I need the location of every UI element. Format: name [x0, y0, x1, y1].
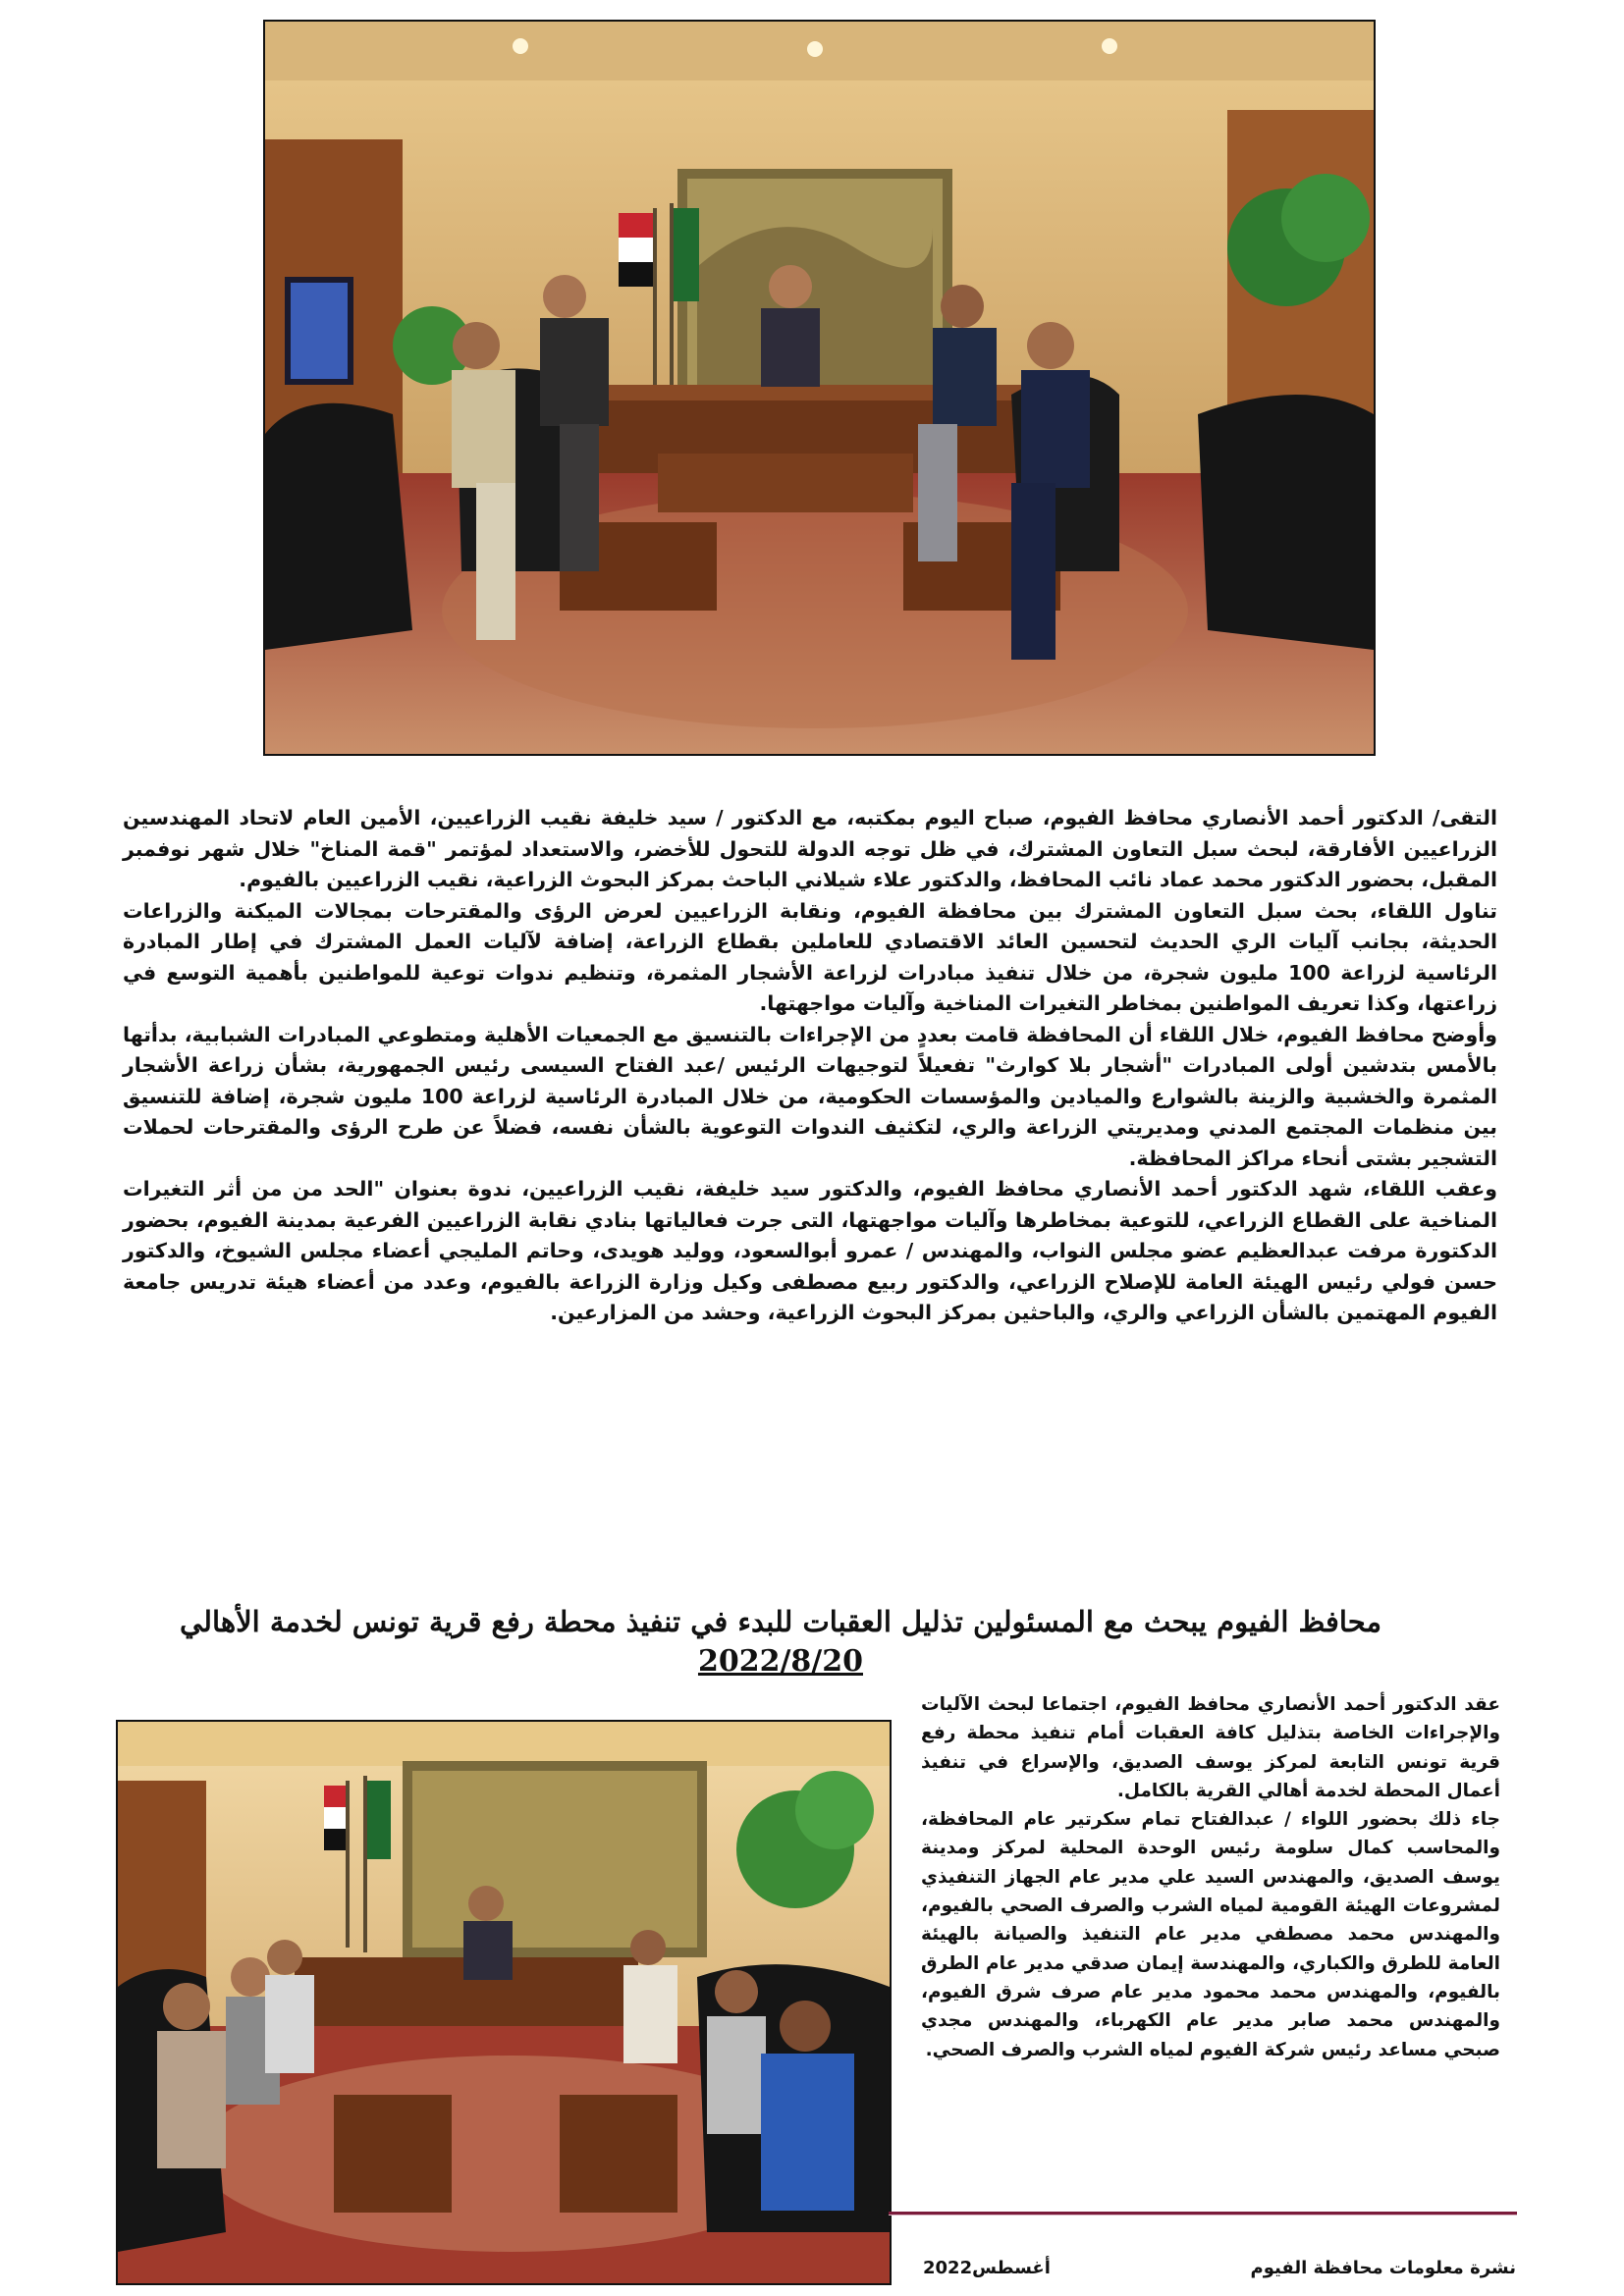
footer-publication-title: نشرة معلومات محافظة الفيوم — [1250, 2258, 1516, 2278]
office-meeting-image — [265, 22, 1374, 754]
meeting-photo-bottom — [116, 1720, 892, 2285]
article-2-date: 2022/8/20 — [697, 1644, 864, 1679]
article-1-paragraph: وأوضح محافظ الفيوم، خلال اللقاء أن المحافظة قامت بعددٍ من الإجراءات بالتنسيق مع الجمعيات الأهلية ومتطوعي المبادرات الشبابية، بدأتها بالأمس بتدشين أولى المبادرات "أشجار بلا كوارث" تفعيلاً لتوجيهات الرئيس /عبد الفتاح السيسى رئيس الجمهورية، بشأن زراعة الأشجار المثمرة والخشبية والزينة بالشوارع والميادين والمؤسسات الحكومية، من خلال المبادرة الرئاسية لزراعة 100 مليون شجرة، إضافة للتنسيق بين منظمات المجتمع المدني ومديريتي الزراعة والري، لتكثيف الندوات التوعوية بالشأن نفسه، فضلاً عن طرح الرؤى والمقترحات لحملات التشجير بشتى أنحاء مراكز المحافظة. — [123, 1022, 1497, 1170]
meeting-photo-top — [263, 20, 1376, 756]
article-2-headline-block — [147, 1602, 1414, 1682]
footer-rule-shadow — [889, 2215, 1517, 2216]
article-2-paragraph: جاء ذلك بحضور اللواء / عبدالفتاح تمام سكرتير عام المحافظة، والمحاسب كمال سلومة رئيس الوحدة المحلية لمركز ومدينة يوسف الصديق، والمهندس السيد علي مدير عام الجهاز التنفيذي لمشروعات الهيئة القومية لمياه الشرب والصرف الصحي بالفيوم، والمهندس محمد مصطفي مدير عام التنفيذ والصيانة بالهيئة العامة للطرق والكباري، والمهندسة إيمان صدقي مدير عام الطرق بالفيوم، والمهندس محمد محمود مدير عام صرف شرق الفيوم، والمهندس محمد صابر مدير عام الكهرباء، والمهندس مجدي صبحي مساعد رئيس شركة الفيوم لمياه الشرب والصرف الصحي. — [921, 1809, 1500, 2060]
article-2-paragraph: عقد الدكتور أحمد الأنصاري محافظ الفيوم، اجتماعا لبحث الآليات والإجراءات الخاصة بتذليل كافة العقبات أمام تنفيذ محطة رفع قرية تونس التابعة لمركز يوسف الصديق، والإسراع في تنفيذ أعمال المحطة لخدمة أهالي القرية بالكامل. — [921, 1694, 1500, 1801]
footer-issue-date: أغسطس2022 — [923, 2258, 1051, 2278]
article-1-paragraph: وعقب اللقاء، شهد الدكتور أحمد الأنصاري محافظ الفيوم، والدكتور سيد خليفة، نقيب الزراعيين، ندوة بعنوان "الحد من من أثر التغيرات المناخية على القطاع الزراعي، للتوعية بمخاطرها وآليات مواجهتها، التى جرت فعالياتها بنادي نقابة الزراعيين الفرعية بمدينة الفيوم، بحضور الدكتورة مرفت عبدالعظيم عضو مجلس النواب، والمهندس / عمرو أبوالسعود، ووليد هويدى، وحاتم المليجي أعضاء مجلس الشيوخ، والدكتور حسن فولي رئيس الهيئة العامة للإصلاح الزراعي، والدكتور ربيع مصطفى وكيل وزارة الزراعة بالفيوم، وعدد من أعضاء هيئة تدريس جامعة الفيوم المهتمين بالشأن الزراعي والري، والباحثين بمركز البحوث الزراعية، وحشد من المزارعين. — [123, 1177, 1497, 1324]
office-meeting-image-2 — [118, 1722, 890, 2283]
article-1-paragraph: تناول اللقاء، بحث سبل التعاون المشترك بين محافظة الفيوم، ونقابة الزراعيين لعرض الرؤى والمقترحات بمجالات الميكنة والزراعات الحديثة، بجانب آليات الري الحديث لتحسين العائد الاقتصادي للعاملين بقطاع الزراعة، إضافة لآليات العمل المشترك في إطار المبادرة الرئاسية لزراعة 100 مليون شجرة، من خلال تنفيذ مبادرات لزراعة الأشجار المثمرة، وتنظيم ندوات توعية للمواطنين بأهمية التوسع في زراعتها، وكذا تعريف المواطنين بمخاطر التغيرات المناخية وآليات مواجهتها. — [123, 898, 1497, 1015]
article-1-body — [123, 803, 1497, 1329]
article-2-body — [921, 1690, 1500, 2064]
article-1-paragraph: التقى/ الدكتور أحمد الأنصاري محافظ الفيوم، صباح اليوم بمكتبه، مع الدكتور / سيد خليفة نقيب الزراعيين، الأمين العام لاتحاد المهندسين الزراعيين الأفارقة، لبحث سبل التعاون المشترك، في ظل توجه الدولة للتحول للأخضر، والاستعداد لمؤتمر "قمة المناخ" خلال شهر نوفمبر المقبل، بحضور الدكتور محمد عماد نائب المحافظ، والدكتور علاء شيلاني الباحث بمركز البحوث الزراعية، نقيب الزراعيين بالفيوم. — [123, 806, 1497, 891]
article-2-headline: محافظ الفيوم يبحث مع المسئولين تذليل العقبات للبدء في تنفيذ محطة رفع قرية تونس لخدمة الأهالي — [180, 1605, 1381, 1638]
